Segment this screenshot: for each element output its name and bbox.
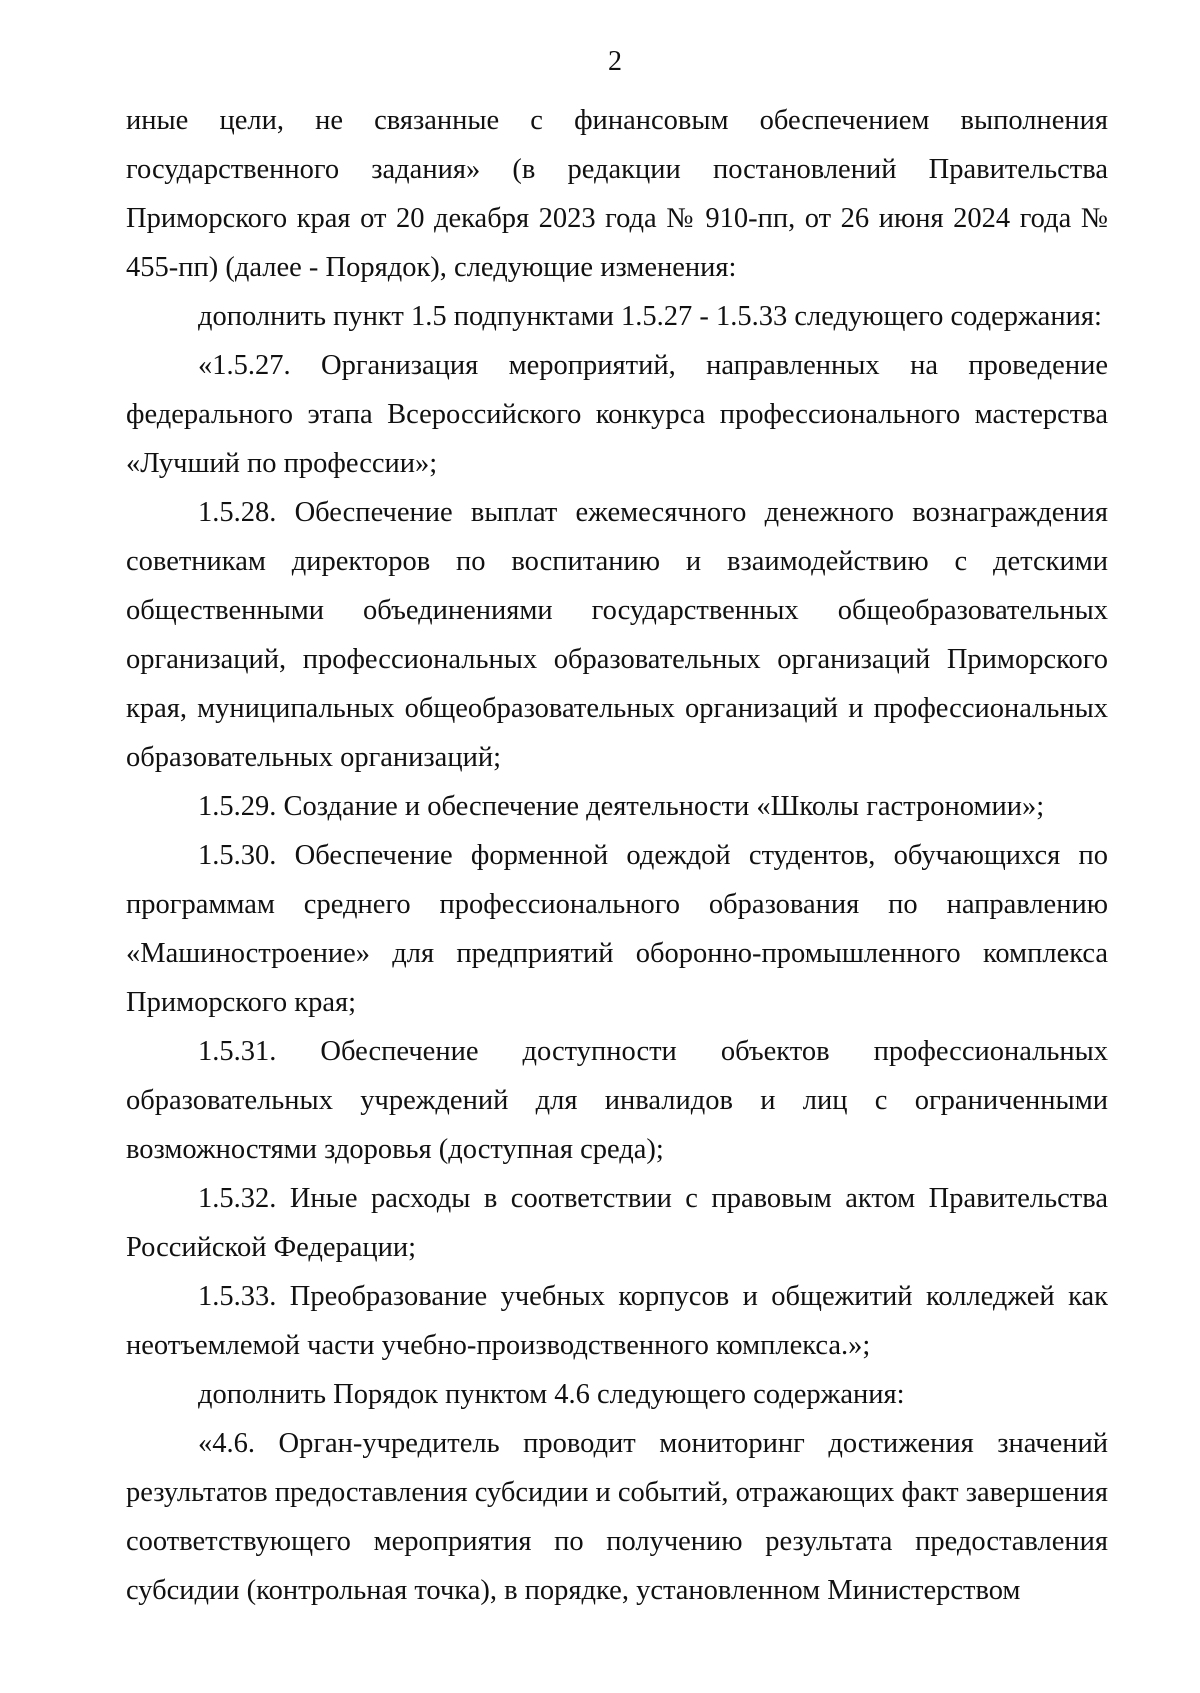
paragraph-item-1-5-27: «1.5.27. Организация мероприятий, направленных на проведение федерального этапа Всероссийского конкурса профессионального мастерства «Лучший по профессии»; xyxy=(126,350,1108,479)
paragraph-amendment-intro: дополнить пункт 1.5 подпунктами 1.5.27 - 1.5.33 следующего содержания: xyxy=(198,301,1102,332)
page-number: 2 xyxy=(608,46,622,77)
paragraph-item-1-5-30: 1.5.30. Обеспечение форменной одеждой студентов, обучающихся по программам среднего профессионального образования по направлению «Машиностроение» для предприятий оборонно-промышленного комплекса Приморского края; xyxy=(126,840,1108,1018)
paragraph-item-1-5-31: 1.5.31. Обеспечение доступности объектов профессиональных образовательных учреждений для инвалидов и лиц с ограниченными возможностями здоровья (доступная среда); xyxy=(126,1036,1108,1165)
paragraph-item-1-5-29: 1.5.29. Создание и обеспечение деятельности «Школы гастрономии»; xyxy=(198,791,1045,822)
paragraph-amendment-4-6-intro: дополнить Порядок пунктом 4.6 следующего содержания: xyxy=(198,1379,905,1410)
paragraph-item-1-5-33: 1.5.33. Преобразование учебных корпусов и общежитий колледжей как неотъемлемой части учебно-производственного комплекса.»; xyxy=(126,1281,1108,1361)
paragraph-item-1-5-28: 1.5.28. Обеспечение выплат ежемесячного денежного вознаграждения советникам директоров по воспитанию и взаимодействию с детскими общественными объединениями государственных общеобразовательных организаций, профессиональных образовательных организаций Приморского края, муниципальных общеобразовательных организаций и профессиональных образовательных организаций; xyxy=(126,497,1108,773)
paragraph-item-4-6: «4.6. Орган-учредитель проводит мониторинг достижения значений результатов предоставления субсидии и событий, отражающих факт завершения соответствующего мероприятия по получению результата предоставления субсидии (контрольная точка), в порядке, установленном Министерством xyxy=(126,1428,1108,1606)
paragraph-item-1-5-32: 1.5.32. Иные расходы в соответствии с правовым актом Правительства Российской Федерации; xyxy=(126,1183,1108,1263)
document-body xyxy=(126,96,1108,1615)
paragraph-continuation: иные цели, не связанные с финансовым обеспечением выполнения государственного задания» (в редакции постановлений Правительства Приморского края от 20 декабря 2023 года № 910-пп, от 26 июня 2024 года № 455-пп) (далее - Порядок), следующие изменения: xyxy=(126,105,1108,283)
